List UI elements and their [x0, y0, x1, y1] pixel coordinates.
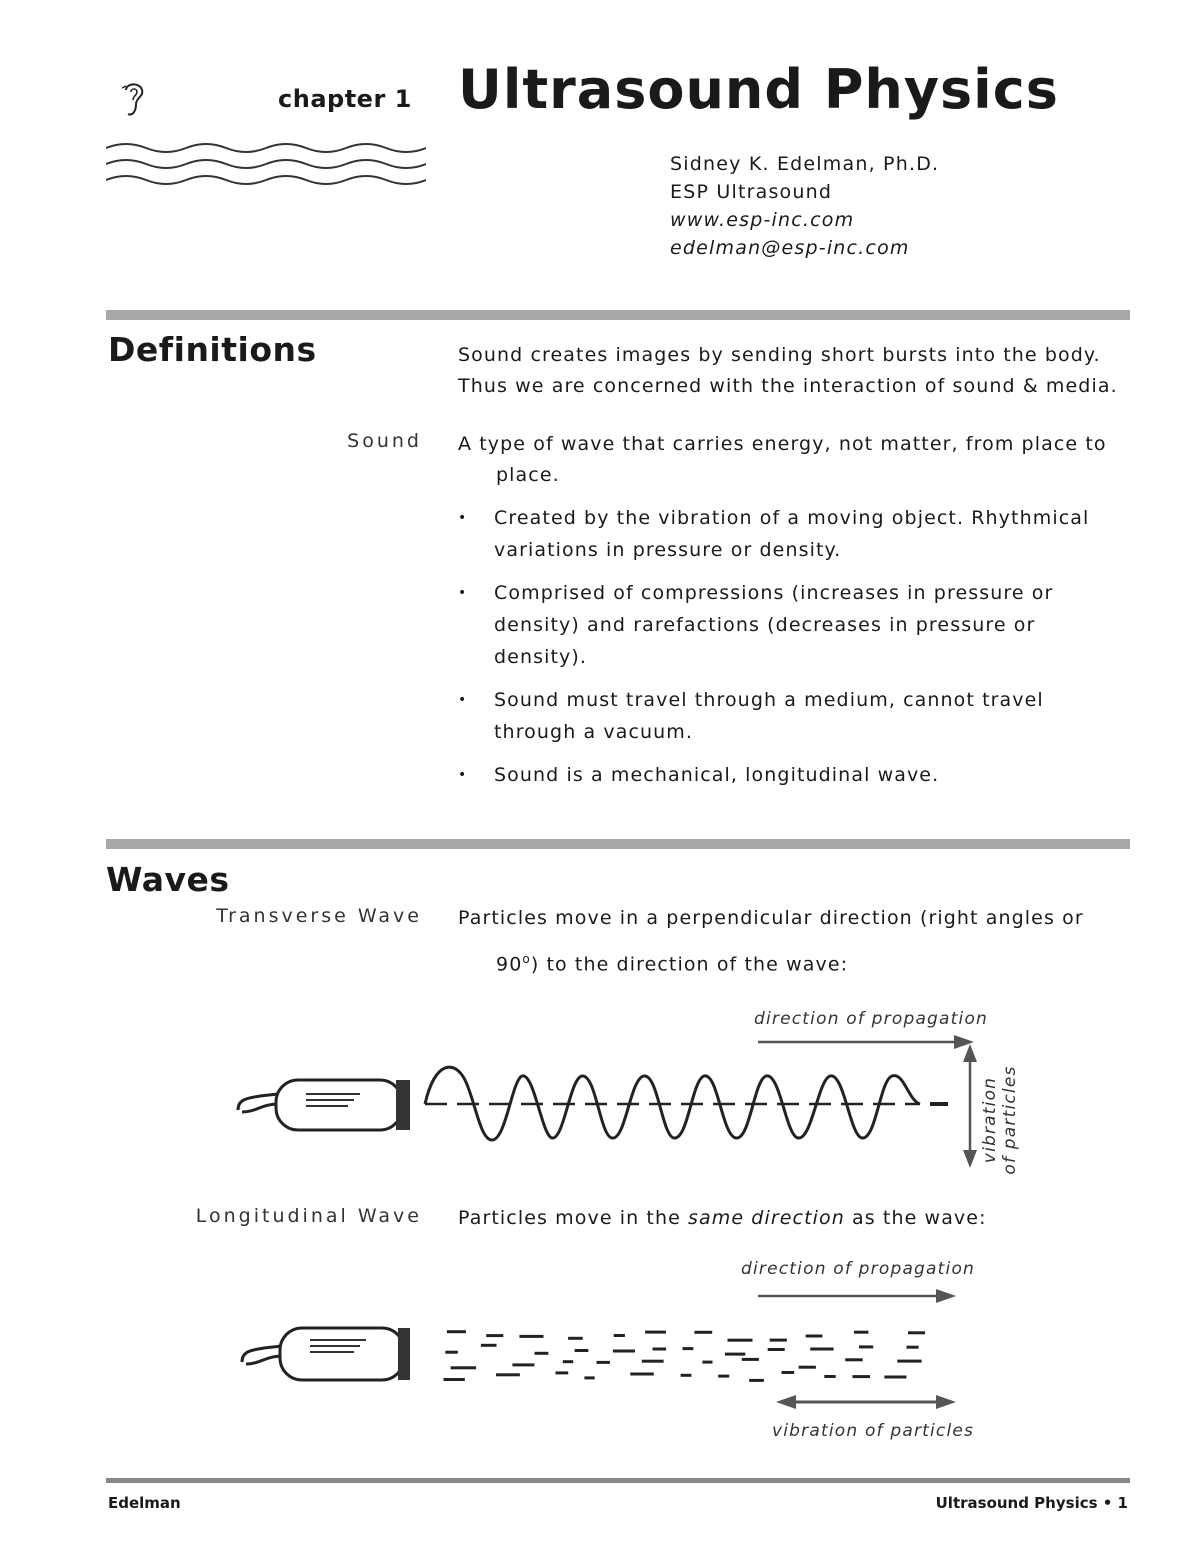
section-divider: [106, 310, 1130, 320]
particle-mark: [519, 1335, 543, 1338]
longitudinal-wave-label: Longitudinal Wave: [195, 1205, 422, 1227]
particle-mark: [725, 1353, 745, 1356]
sound-definition: [458, 429, 1107, 491]
intro-line: Thus we are concerned with the interaction of sound & media.: [458, 375, 1118, 397]
section-divider: [106, 839, 1130, 849]
particle-mark: [630, 1373, 654, 1376]
footer-divider: [106, 1478, 1130, 1483]
degree-value: 90: [496, 953, 523, 976]
author-block: [670, 150, 939, 262]
particles: [444, 1330, 926, 1382]
bullet-icon: •: [458, 692, 468, 708]
list-item: [458, 502, 1138, 566]
propagation-caption: direction of propagation: [754, 1009, 989, 1029]
author-name: Sidney K. Edelman, Ph.D.: [670, 153, 940, 175]
particle-mark: [563, 1360, 573, 1363]
particle-mark: [613, 1350, 635, 1353]
particle-mark: [718, 1375, 729, 1378]
waves-heading: Waves: [106, 860, 230, 899]
sound-bullet-list: [458, 502, 1138, 802]
description-text: Particles move in the: [458, 1207, 689, 1229]
transverse-description: [458, 903, 1084, 980]
list-item: [458, 759, 1138, 791]
particle-mark: [512, 1363, 534, 1366]
particle-mark: [799, 1366, 816, 1369]
chapter-title: Ultrasound Physics: [458, 58, 1059, 121]
particle-mark: [645, 1331, 666, 1334]
vibration-caption: vibration of particles: [772, 1421, 975, 1441]
transverse-wave-label: Transverse Wave: [216, 905, 422, 927]
particle-mark: [642, 1360, 664, 1363]
particle-mark: [845, 1358, 863, 1361]
description-line: Particles move in a perpendicular direction (right angles or: [458, 907, 1084, 929]
footer-author: Edelman: [108, 1494, 181, 1512]
particle-mark: [614, 1334, 625, 1337]
particle-mark: [824, 1375, 835, 1378]
footer-page-label: Ultrasound Physics • 1: [935, 1494, 1128, 1512]
particle-mark: [681, 1374, 692, 1377]
list-item: [458, 684, 1138, 748]
description-text: as the wave:: [844, 1207, 987, 1229]
particle-mark: [806, 1335, 823, 1338]
ear-icon: [118, 80, 152, 120]
sound-waves-icon: [106, 138, 426, 190]
particle-mark: [749, 1379, 764, 1382]
particle-mark: [782, 1371, 795, 1374]
bullet-icon: •: [458, 767, 468, 783]
particle-mark: [742, 1358, 759, 1361]
longitudinal-wave-figure: [230, 1280, 970, 1420]
propagation-caption: direction of propagation: [741, 1259, 976, 1279]
particle-mark: [853, 1375, 871, 1378]
transducer-icon: [242, 1328, 410, 1380]
particle-mark: [859, 1345, 873, 1348]
description-emphasis: same direction: [688, 1207, 845, 1229]
description-line: [458, 944, 1084, 980]
particle-mark: [481, 1344, 497, 1347]
list-item-line: through a vacuum.: [494, 721, 694, 743]
particle-mark: [884, 1376, 906, 1379]
particle-mark: [653, 1348, 667, 1351]
vibration-caption: [980, 1055, 1020, 1185]
particle-mark: [556, 1371, 569, 1374]
bullet-icon: •: [458, 585, 468, 601]
definition-line: A type of wave that carries energy, not matter, from place to: [458, 433, 1107, 455]
definition-line: place.: [496, 464, 560, 486]
author-website[interactable]: www.esp-inc.com: [670, 209, 855, 231]
list-item-line: Sound is a mechanical, longitudinal wave.: [494, 764, 940, 786]
particle-mark: [770, 1339, 787, 1342]
particle-mark: [445, 1351, 458, 1354]
degree-sup: o: [522, 952, 531, 966]
longitudinal-description: [458, 1203, 987, 1234]
particle-mark: [702, 1361, 712, 1364]
chapter-label: chapter 1: [278, 85, 412, 113]
particle-mark: [907, 1346, 919, 1349]
vibration-caption-line: vibration: [980, 1076, 1000, 1164]
particle-mark: [451, 1366, 477, 1369]
particle-mark: [728, 1339, 753, 1342]
particle-mark: [575, 1349, 589, 1352]
particle-mark: [768, 1348, 785, 1351]
author-org: ESP Ultrasound: [670, 181, 833, 203]
list-item-line: variations in pressure or density.: [494, 539, 842, 561]
particle-mark: [447, 1330, 466, 1333]
particle-mark: [683, 1347, 694, 1350]
particle-mark: [694, 1331, 712, 1334]
list-item-line: density) and rarefactions (decreases in pressure or: [494, 614, 1036, 636]
particle-mark: [496, 1373, 520, 1376]
particle-mark: [444, 1378, 465, 1381]
intro-line: Sound creates images by sending short bursts into the body.: [458, 344, 1101, 366]
list-item: [458, 577, 1138, 673]
bullet-icon: •: [458, 510, 468, 526]
list-item-line: Created by the vibration of a moving object. Rhythmical: [494, 507, 1090, 529]
particle-mark: [908, 1331, 925, 1334]
list-item-line: Comprised of compressions (increases in pressure or: [494, 582, 1054, 604]
definitions-intro: [458, 340, 1118, 402]
particle-mark: [810, 1348, 833, 1351]
definitions-heading: Definitions: [108, 330, 317, 369]
sound-label: Sound: [347, 430, 422, 452]
particle-mark: [568, 1337, 583, 1340]
particle-mark: [535, 1352, 549, 1355]
particle-mark: [854, 1331, 869, 1334]
particle-mark: [597, 1361, 610, 1364]
particle-mark: [486, 1334, 503, 1337]
list-item-line: Sound must travel through a medium, cannot travel: [494, 689, 1044, 711]
transducer-icon: [238, 1080, 410, 1130]
particle-mark: [897, 1360, 921, 1363]
author-email[interactable]: edelman@esp-inc.com: [670, 237, 910, 259]
description-tail: ) to the direction of the wave:: [530, 953, 849, 976]
particle-mark: [584, 1376, 594, 1379]
vibration-caption-line: of particles: [1000, 1065, 1020, 1175]
list-item-line: density).: [494, 646, 588, 668]
